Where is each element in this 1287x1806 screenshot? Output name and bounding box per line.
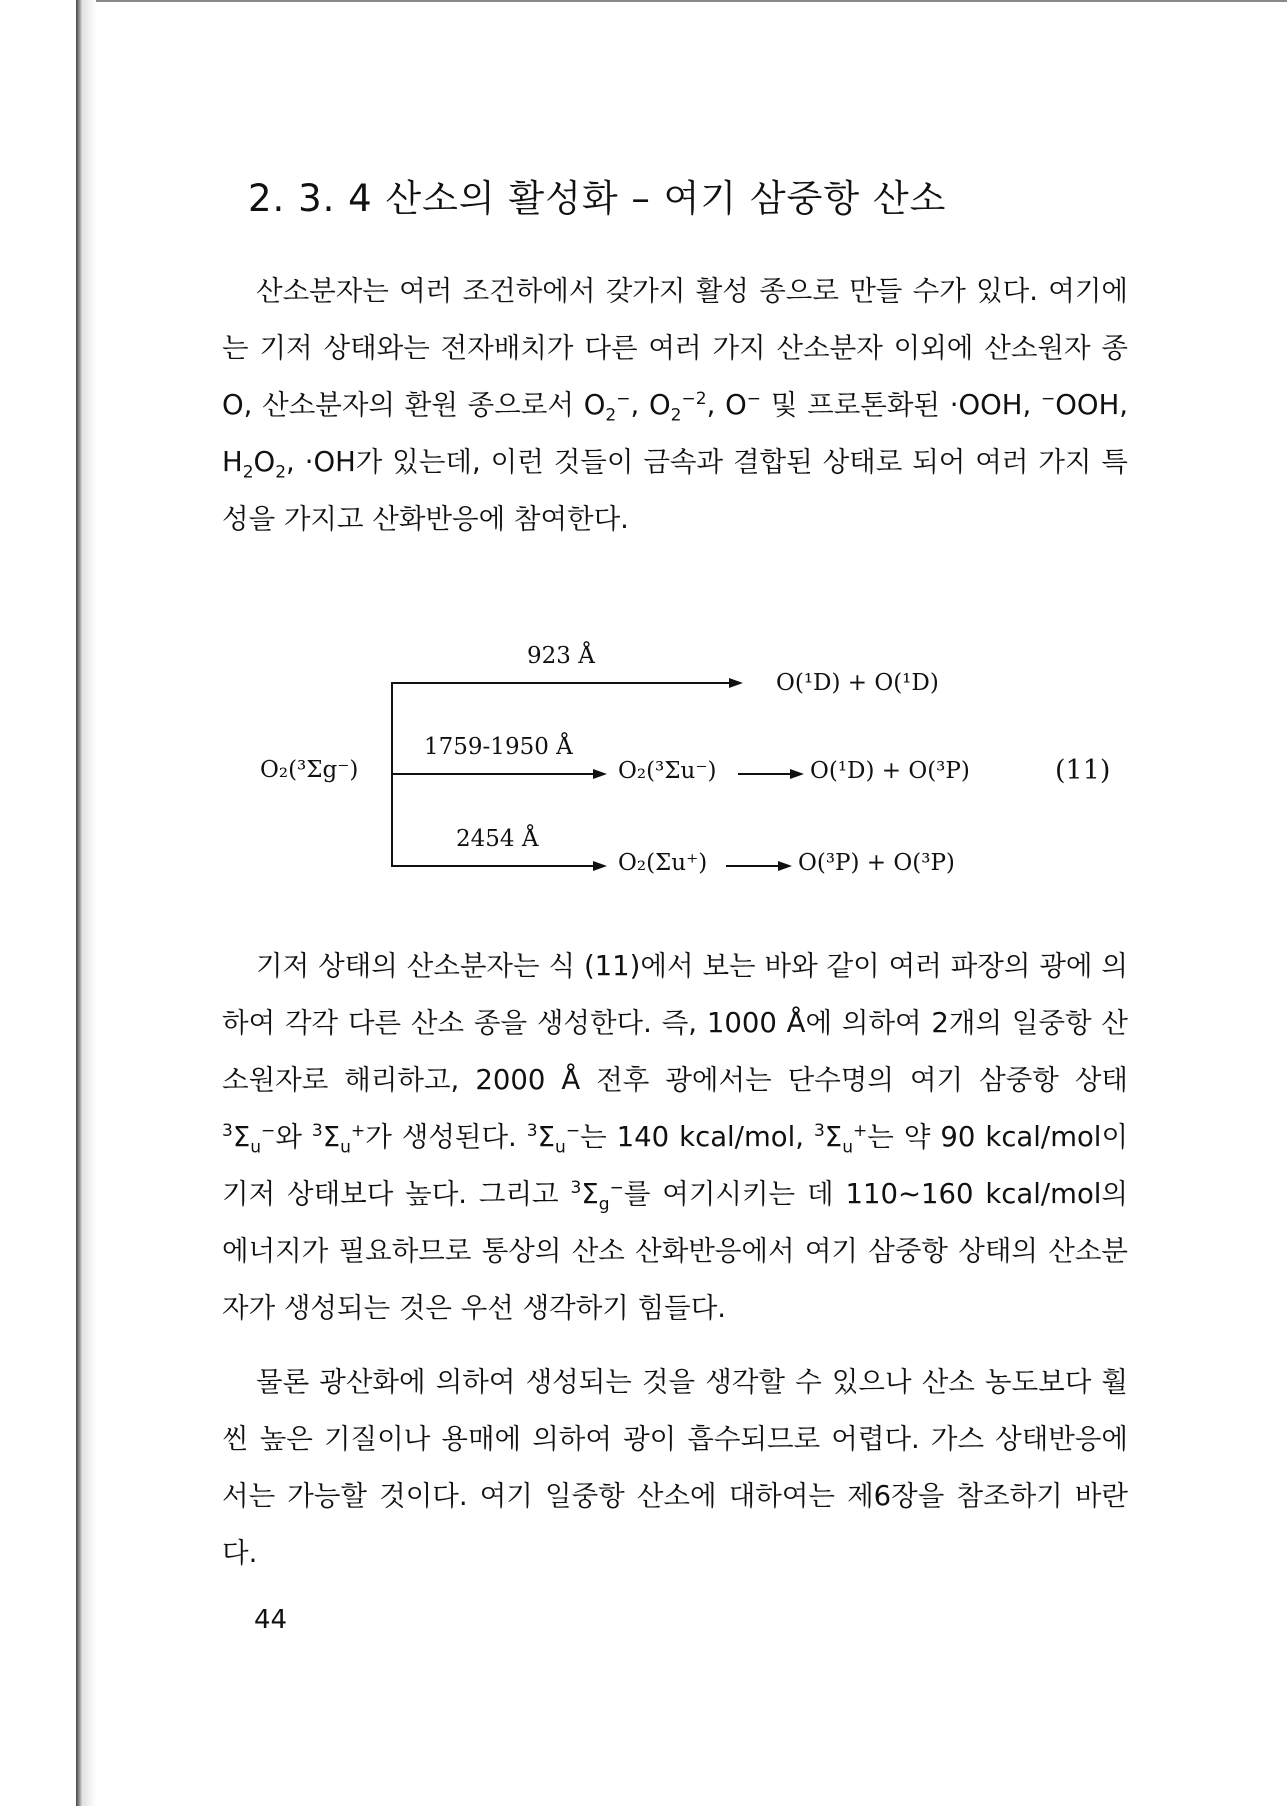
branch2-arrowhead xyxy=(593,769,607,779)
branch2-products: O(¹D) + O(³P) xyxy=(810,758,970,784)
branch2-wavelength: 1759-1950 Å xyxy=(424,734,573,760)
branch3-intermediate: O₂(Σu⁺) xyxy=(618,850,708,876)
book-spine-shadow xyxy=(82,0,96,1806)
branch1-arrowhead xyxy=(729,678,743,688)
branch3-products: O(³P) + O(³P) xyxy=(798,850,955,876)
equation-number: (11) xyxy=(1055,755,1111,786)
branch1-products: O(¹D) + O(¹D) xyxy=(776,670,939,696)
branch2-arrow-line xyxy=(391,773,595,775)
page-number: 44 xyxy=(254,1605,288,1635)
branch3-second-arrowhead xyxy=(778,861,792,871)
branch3-second-arrow-line xyxy=(726,865,780,867)
branch1-arrow-line xyxy=(391,682,731,684)
section-heading: 2. 3. 4 산소의 활성화 – 여기 삼중항 산소 xyxy=(248,177,947,220)
branch2-intermediate: O₂(³Σu⁻) xyxy=(618,758,717,784)
reactant-label: O₂(³Σg⁻) xyxy=(260,757,359,783)
branch2-second-arrow-line xyxy=(738,773,792,775)
branch3-arrow-line xyxy=(391,865,595,867)
branch2-second-arrowhead xyxy=(790,769,804,779)
paragraph-1: 산소분자는 여러 조건하에서 갖가지 활성 종으로 만들 수가 있다. 여기에는 기저 상태와는 전자배치가 다른 여러 가지 산소분자 이외에 산소원자 종 O, 산소분자의 환원 종으로서 $O_2^-$, $O_2^{-2}$, O− 및 프로톤화된 ·OOH, −OOH, $H_2O_2$, ·OH가 있는데, 이런 것들이 금속과 결합된 상태로 되어 여러 가지 특성을 가지고 산화반응에 참여한다. xyxy=(222,275,1128,535)
paragraph-3: 물론 광산화에 의하여 생성되는 것을 생각할 수 있으나 산소 농도보다 훨씬 높은 기질이나 용매에 의하여 광이 흡수되므로 어렵다. 가스 상태반응에서는 가능할 것이다. 여기 일중항 산소에 대하여는 제6장을 참조하기 바란다. xyxy=(222,1366,1128,1569)
page-top-border xyxy=(76,0,1287,2)
paragraph-2: 기저 상태의 산소분자는 식 (11)에서 보는 바와 같이 여러 파장의 광에 의하여 각각 다른 산소 종을 생성한다. 즉, 1000 Å에 의하여 2개의 일중항 산소원자로 해리하고, 2000 Å 전후 광에서는 단수명의 여기 삼중항 상태 $^3\Sigma_u^-$와 $^3\Sigma_u^+$가 생성된다. $^3\Sigma_u^-$는 140 kcal/mol, $^3\Sigma_u^+$는 약 90 kcal/mol이 기저 상태보다 높다. 그리고 $^3\Sigma_g^-$를 여기시키는 데 110∼160 kcal/mol의 에너지가 필요하므로 통상의 산소 산화반응에서 여기 삼중항 상태의 산소분자가 생성되는 것은 우선 생각하기 힘들다. xyxy=(222,950,1129,1324)
branch1-wavelength: 923 Å xyxy=(527,643,595,669)
branch3-arrowhead xyxy=(593,861,607,871)
branch3-wavelength: 2454 Å xyxy=(456,826,539,852)
